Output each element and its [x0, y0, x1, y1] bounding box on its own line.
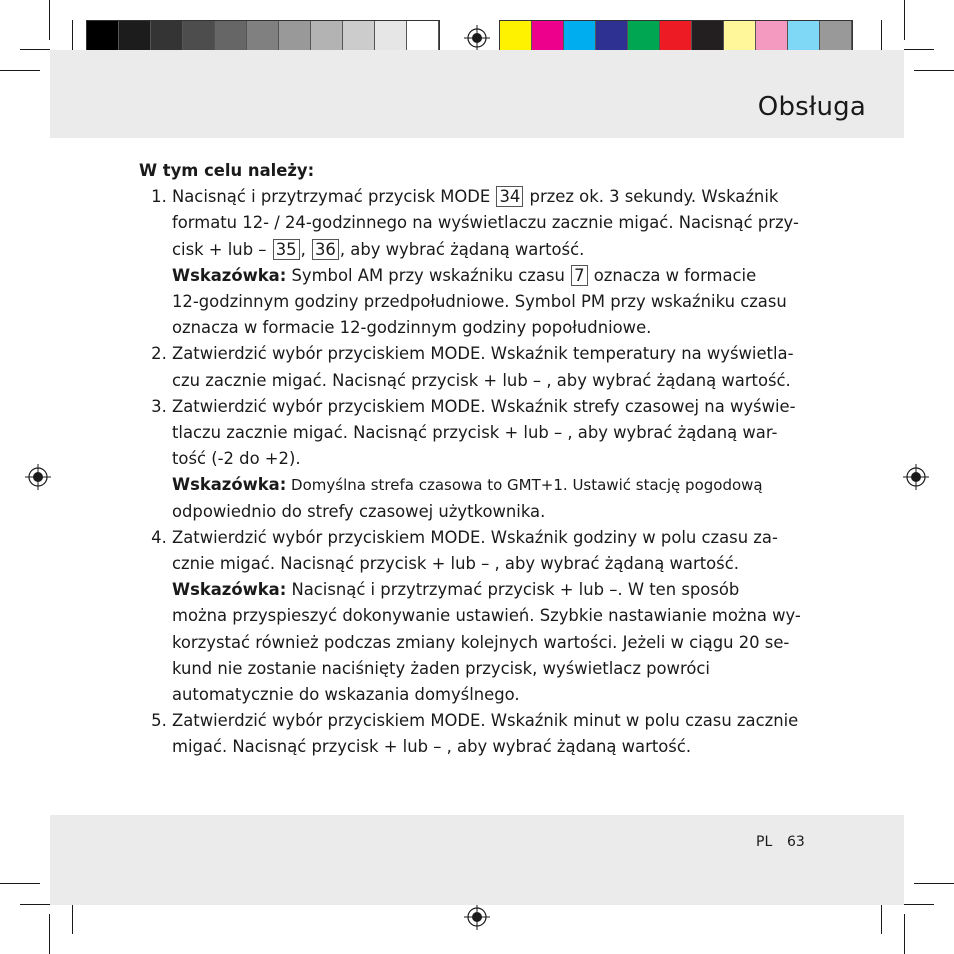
crop-mark	[0, 70, 40, 71]
registration-mark-icon	[25, 464, 51, 490]
section-heading: W tym celu należy:	[139, 161, 315, 180]
step-item	[172, 341, 819, 393]
text-line: czu zacznie migać. Nacisnąć przycisk + lub – , aby wybrać żądaną wartość.	[172, 370, 791, 390]
step-item	[172, 184, 819, 341]
crop-mark	[881, 20, 882, 50]
text-span: Nacisnąć i przytrzymać przycisk MODE	[172, 187, 496, 207]
text-span: oznacza w formacie	[588, 265, 757, 285]
note-line: kund nie zostanie naciśnięty żaden przycisk, wyświetlacz powróci	[172, 658, 710, 678]
text-span: Domyślna strefa czasowa to GMT+1. Ustawić stację pogodową	[286, 476, 763, 495]
crop-mark	[49, 0, 50, 40]
text-line	[172, 237, 819, 263]
crop-mark	[904, 0, 905, 40]
crop-mark	[914, 883, 954, 884]
text-span: , aby wybrać żądaną wartość.	[339, 239, 585, 259]
note-line: automatycznie do wskazania domyślnego.	[172, 685, 520, 705]
text-span: Symbol AM przy wskaźniku czasu	[286, 265, 571, 285]
registration-mark-icon	[464, 25, 490, 51]
reference-number: 34	[496, 186, 523, 207]
reference-number: 36	[312, 239, 339, 260]
page-footer	[50, 815, 904, 905]
page-number: 63	[787, 834, 805, 850]
text-line: 5. Zatwierdzić wybór przyciskiem MODE. Wskaźnik minut w polu czasu zacznie	[172, 711, 799, 731]
text-line	[172, 184, 819, 210]
crop-mark	[904, 914, 905, 954]
text-span: przez ok. 3 sekundy. Wskaźnik	[524, 187, 779, 207]
note-label: Wskazówka:	[172, 580, 287, 600]
registration-mark-icon	[903, 464, 929, 490]
text-line: 2. Zatwierdzić wybór przyciskiem MODE. Wskaźnik temperatury na wyświetla-	[172, 344, 794, 364]
crop-mark	[72, 20, 73, 50]
text-span: ,	[300, 239, 311, 259]
note-line: korzystać również podczas zmiany kolejnych wartości. Jeżeli w ciągu 20 se-	[172, 632, 790, 652]
crop-mark	[904, 49, 934, 50]
steps-list	[139, 184, 819, 760]
crop-mark	[881, 904, 882, 934]
note-line: można przyspieszyć dokonywanie ustawień. Szybkie nastawianie można wy-	[172, 606, 801, 626]
page-title: Obsługa	[757, 92, 866, 122]
language-code: PL	[756, 834, 773, 850]
text-span: cisk + lub –	[172, 239, 272, 259]
text-line: tość (-2 do +2).	[172, 449, 301, 469]
note-line: odpowiednio do strefy czasowej użytkownika.	[172, 501, 546, 521]
text-line: 4. Zatwierdzić wybór przyciskiem MODE. Wskaźnik godziny w polu czasu za-	[172, 527, 778, 547]
note-label: Wskazówka:	[172, 475, 287, 495]
text-line: 3. Zatwierdzić wybór przyciskiem MODE. Wskaźnik strefy czasowej na wyświe-	[172, 396, 796, 416]
text-line: migać. Nacisnąć przycisk + lub – , aby wybrać żądaną wartość.	[172, 737, 692, 757]
text-span: Nacisnąć i przytrzymać przycisk + lub –. W ten sposób	[286, 580, 740, 600]
step-item	[172, 525, 819, 708]
note-line	[172, 263, 819, 289]
text-line: tlaczu zacznie migać. Nacisnąć przycisk + lub – , aby wybrać żądaną war-	[172, 423, 778, 443]
crop-mark	[0, 883, 40, 884]
note-label: Wskazówka:	[172, 265, 287, 285]
registration-mark-icon	[464, 904, 490, 930]
page-header	[50, 50, 904, 138]
crop-mark	[49, 914, 50, 954]
crop-mark	[904, 904, 934, 905]
step-item	[172, 708, 819, 760]
step-item	[172, 394, 819, 525]
reference-number: 7	[571, 265, 587, 286]
crop-mark	[20, 49, 50, 50]
crop-mark	[20, 904, 50, 905]
reference-number: 35	[273, 239, 300, 260]
note-line	[172, 472, 819, 498]
note-line	[172, 577, 819, 603]
text-line: cznie migać. Nacisnąć przycisk + lub – , aby wybrać żądaną wartość.	[172, 554, 739, 574]
page-content	[139, 158, 819, 761]
crop-mark	[72, 904, 73, 934]
crop-mark	[914, 70, 954, 71]
text-line: formatu 12- / 24-godzinnego na wyświetlaczu zacznie migać. Nacisnąć przy-	[172, 213, 799, 233]
note-line: oznacza w formacie 12-godzinnym godziny popołudniowe.	[172, 318, 652, 338]
note-line: 12-godzinnym godziny przedpołudniowe. Symbol PM przy wskaźniku czasu	[172, 292, 787, 312]
